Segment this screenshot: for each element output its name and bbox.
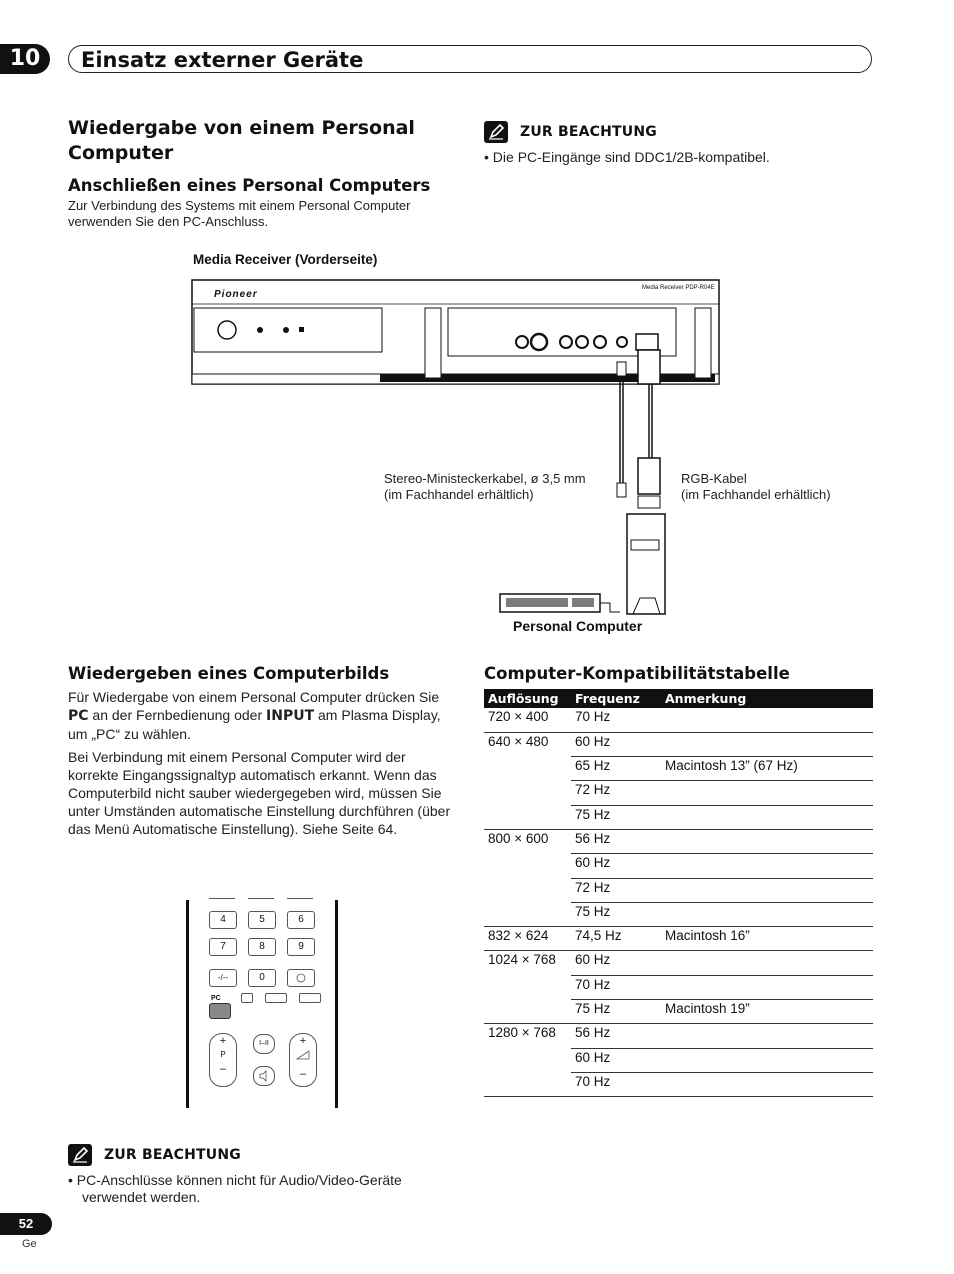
- cell-note: [661, 1072, 873, 1096]
- table-row: [484, 1072, 873, 1096]
- note-bottom-text: • PC-Anschlüsse können nicht für Audio/Video-Geräte verwendet werden.: [68, 1172, 402, 1205]
- model-label: Media Receiver PDP-R04E: [642, 285, 715, 291]
- cell-resolution: 800 × 600: [488, 830, 549, 846]
- subsection-title: Anschließen eines Personal Computers: [68, 176, 431, 195]
- playback-section: [68, 663, 460, 838]
- table-row: [484, 854, 873, 878]
- cell-note: [661, 829, 873, 853]
- cell-resolution: 640 × 480: [488, 733, 549, 749]
- cell-frequency: 70 Hz: [571, 708, 661, 732]
- remote-key-5[interactable]: 5: [248, 911, 276, 929]
- compatibility-section: [484, 663, 873, 1097]
- remote-volume-rocker[interactable]: + –: [289, 1033, 317, 1087]
- cell-frequency: 70 Hz: [571, 975, 661, 999]
- cell-note: [661, 805, 873, 829]
- cell-frequency: 74,5 Hz: [571, 927, 661, 951]
- remote-small-key-2[interactable]: [265, 993, 287, 1003]
- pencil-note-icon: [68, 1144, 92, 1166]
- table-row: [484, 732, 873, 756]
- remote-p-label: P: [220, 1050, 226, 1059]
- table-row: [484, 1024, 873, 1048]
- remote-small-key-3[interactable]: [299, 993, 321, 1003]
- cell-resolution: [484, 781, 571, 805]
- col-header-note: Anmerkung: [661, 689, 873, 708]
- table-row: [484, 781, 873, 805]
- remote-key-7[interactable]: 7: [209, 938, 237, 956]
- rgb-cable-label-line1: RGB-Kabel: [681, 471, 747, 486]
- cell-frequency: 60 Hz: [571, 732, 661, 756]
- table-row: [484, 951, 873, 975]
- table-row: [484, 805, 873, 829]
- remote-key-9[interactable]: 9: [287, 938, 315, 956]
- table-row: [484, 829, 873, 853]
- table-row: [484, 902, 873, 926]
- cell-frequency: 70 Hz: [571, 1072, 661, 1096]
- cell-frequency: 60 Hz: [571, 951, 661, 975]
- remote-key-timer[interactable]: [287, 969, 315, 987]
- stereo-cable-label: [384, 471, 586, 503]
- remote-program-rocker[interactable]: + P –: [209, 1033, 237, 1087]
- mute-icon: [254, 1067, 274, 1085]
- connection-diagram: [190, 278, 725, 618]
- input-key-label: INPUT: [266, 708, 315, 724]
- remote-key-top-1: [209, 898, 235, 899]
- remote-key-4[interactable]: 4: [209, 911, 237, 929]
- cell-note: [661, 951, 873, 975]
- pc-key-label: PC: [68, 708, 89, 724]
- cell-resolution: [484, 1072, 571, 1096]
- pencil-note-icon: [484, 121, 508, 143]
- remote-key-0[interactable]: 0: [248, 969, 276, 987]
- remote-pc-button[interactable]: [209, 1003, 231, 1019]
- cell-resolution: [484, 902, 571, 926]
- cell-resolution: 720 × 400: [484, 708, 571, 732]
- chapter-number: 10: [0, 44, 50, 74]
- cell-resolution: [484, 1048, 571, 1072]
- table-body: [484, 708, 873, 1097]
- cell-frequency: 60 Hz: [571, 1048, 661, 1072]
- cell-note: [661, 708, 873, 732]
- cell-resolution: 1024 × 768: [488, 952, 556, 968]
- table-row: [484, 1000, 873, 1024]
- remote-key-top-3: [287, 898, 313, 899]
- table-row: [484, 975, 873, 999]
- cell-frequency: 72 Hz: [571, 781, 661, 805]
- chapter-title: Einsatz externer Geräte: [68, 45, 872, 73]
- cell-note: [661, 902, 873, 926]
- receiver-pc-illustration: [190, 278, 725, 618]
- remote-small-key-1[interactable]: [241, 993, 253, 1003]
- cell-frequency: 75 Hz: [571, 1000, 661, 1024]
- remote-audio-button[interactable]: I–II: [253, 1034, 275, 1054]
- cell-resolution: [484, 757, 571, 781]
- playback-text-a: Für Wiedergabe von einem Personal Computer drücken Sie: [68, 689, 440, 705]
- section-title-block: [68, 116, 428, 166]
- rgb-cable-label: [681, 471, 831, 503]
- note-bottom: [68, 1144, 458, 1206]
- cell-note: Macintosh 13” (67 Hz): [661, 757, 873, 781]
- cell-frequency: 75 Hz: [571, 902, 661, 926]
- table-row: [484, 878, 873, 902]
- cell-frequency: 72 Hz: [571, 878, 661, 902]
- cell-note: [661, 975, 873, 999]
- page-language: Ge: [22, 1238, 37, 1250]
- remote-key-top-2: [248, 898, 274, 899]
- cell-frequency: 65 Hz: [571, 757, 661, 781]
- stereo-cable-label-line2: (im Fachhandel erhältlich): [384, 487, 534, 502]
- note-top-text: • Die PC-Eingänge sind DDC1/2B-kompatibel.: [484, 149, 770, 165]
- cell-resolution: [484, 975, 571, 999]
- remote-key-digit-mode[interactable]: -/--: [209, 969, 237, 987]
- table-row: [484, 757, 873, 781]
- stereo-cable-label-line1: Stereo-Ministeckerkabel, ø 3,5 mm: [384, 471, 586, 486]
- cell-resolution: [484, 854, 571, 878]
- cell-note: [661, 1048, 873, 1072]
- cell-note: [661, 732, 873, 756]
- playback-paragraph-2: Bei Verbindung mit einem Personal Computer wird der korrekte Eingangssignaltyp automatisch erkannt. Wenn das Computerbild nicht sauber wiedergegeben wird, müssen Sie unter Umständen automatische Einstellung durchführen (über das Menü Automatische Einstellung). Siehe Seite 64.: [68, 749, 451, 837]
- table-row: [484, 927, 873, 951]
- cell-note: [661, 878, 873, 902]
- remote-control: [186, 900, 338, 1108]
- table-header-row: [484, 689, 873, 708]
- cell-note: Macintosh 16”: [661, 927, 873, 951]
- timer-icon: [288, 970, 314, 986]
- rgb-cable-label-line2: (im Fachhandel erhältlich): [681, 487, 831, 502]
- col-header-resolution: Auflösung: [484, 689, 571, 708]
- playback-title: Wiedergeben eines Computerbilds: [68, 664, 390, 683]
- cell-resolution: [484, 878, 571, 902]
- cell-frequency: 56 Hz: [571, 829, 661, 853]
- cell-resolution: 832 × 624: [484, 927, 571, 951]
- note-bottom-heading: ZUR BEACHTUNG: [104, 1147, 241, 1163]
- table-row: [484, 708, 873, 732]
- page-number: 52: [0, 1213, 52, 1235]
- compatibility-table: [484, 689, 873, 1097]
- table-row: [484, 1048, 873, 1072]
- remote-key-6[interactable]: 6: [287, 911, 315, 929]
- cell-resolution: [484, 805, 571, 829]
- cell-note: [661, 781, 873, 805]
- cell-note: [661, 1024, 873, 1048]
- volume-icon: [290, 1048, 316, 1062]
- remote-pc-label: PC: [211, 995, 221, 1002]
- remote-mute-button[interactable]: [253, 1066, 275, 1086]
- receiver-caption: Media Receiver (Vorderseite): [193, 252, 378, 267]
- cell-frequency: 56 Hz: [571, 1024, 661, 1048]
- brand-logo: Pioneer: [214, 289, 258, 300]
- remote-key-8[interactable]: 8: [248, 938, 276, 956]
- playback-text-c: am Plasma Display, um „PC“ zu wählen.: [68, 707, 441, 742]
- table-title: Computer-Kompatibilitätstabelle: [484, 664, 790, 683]
- col-header-frequency: Frequenz: [571, 689, 661, 708]
- playback-text-b: an der Fernbedienung oder: [88, 707, 267, 723]
- cell-note: Macintosh 19”: [661, 1000, 873, 1024]
- section-title: Wiedergabe von einem Personal Computer: [68, 117, 415, 164]
- note-top: [484, 121, 864, 166]
- intro-text: Zur Verbindung des Systems mit einem Personal Computer verwenden Sie den PC-Anschluss.: [68, 198, 411, 229]
- cell-note: [661, 854, 873, 878]
- cell-resolution: [484, 1000, 571, 1024]
- playback-paragraph-1: [68, 688, 460, 743]
- subsection-block: [68, 175, 458, 230]
- note-top-heading: ZUR BEACHTUNG: [520, 124, 657, 140]
- cell-frequency: 60 Hz: [571, 854, 661, 878]
- cell-frequency: 75 Hz: [571, 805, 661, 829]
- pc-caption: Personal Computer: [513, 618, 643, 634]
- cell-resolution: 1280 × 768: [488, 1025, 556, 1041]
